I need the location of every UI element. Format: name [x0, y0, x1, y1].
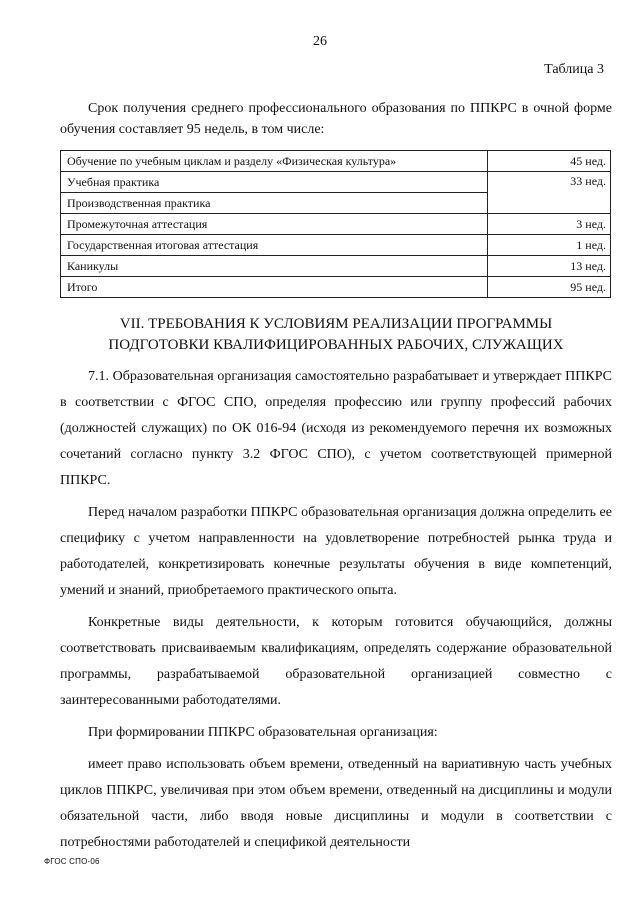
table-cell-value: 1 нед. — [488, 235, 611, 256]
body-text — [60, 364, 612, 862]
paragraph: Конкретные виды деятельности, к которым готовится обучающийся, должны соответствовать присваиваемым квалификациям, определять содержание образовательной программы, разрабатываемой образовательной организацией совместно с заинтересованными работодателями. — [60, 615, 612, 708]
table-row — [61, 172, 611, 193]
table-cell-label: Промежуточная аттестация — [61, 214, 488, 235]
section-heading — [60, 314, 612, 356]
intro-paragraph: Срок получения среднего профессионального образования по ППКРС в очной форме обучения составляет 95 недель, в том числе: — [60, 101, 612, 137]
table-row — [61, 214, 611, 235]
table-row — [61, 277, 611, 298]
table-cell-value: 3 нед. — [488, 214, 611, 235]
paragraph: При формировании ППКРС образовательная организация: — [88, 725, 438, 740]
section-heading-line: ПОДГОТОВКИ КВАЛИФИЦИРОВАННЫХ РАБОЧИХ, СЛУЖАЩИХ — [108, 337, 564, 353]
table-cell-value: 95 нед. — [488, 277, 611, 298]
table-row — [61, 151, 611, 172]
table-row — [61, 235, 611, 256]
table-cell-value: 33 нед. — [488, 172, 611, 214]
section-heading-line: VII. ТРЕБОВАНИЯ К УСЛОВИЯМ РЕАЛИЗАЦИИ ПРОГРАММЫ — [119, 316, 553, 332]
table-cell-value: 13 нед. — [488, 256, 611, 277]
table-cell-label: Производственная практика — [61, 193, 488, 214]
table-row — [61, 256, 611, 277]
paragraph: 7.1. Образовательная организация самостоятельно разрабатывает и утверждает ППКРС в соответствии с ФГОС СПО, определяя профессию или группу профессий рабочих (должностей служащих) по ОК 016-94 (исходя из рекомендуемого перечня их возможных сочетаний согласно пункту 3.2 ФГОС СПО), с учетом соответствующей примерной ППКРС. — [60, 369, 612, 488]
paragraph: имеет право использовать объем времени, отведенный на вариативную часть учебных циклов ППКРС, увеличивая при этом объем времени, отведенный на дисциплины и модули обязательной части, либо вводя новые дисциплины и модули в соответствии с потребностями работодателей и спецификой деятельности — [60, 757, 612, 850]
table-caption: Таблица 3 — [544, 62, 604, 77]
study-weeks-table — [60, 150, 611, 298]
table-cell-label: Итого — [61, 277, 488, 298]
table-cell-label: Государственная итоговая аттестация — [61, 235, 488, 256]
footer-code: ФГОС СПО-06 — [44, 857, 100, 866]
page-number: 26 — [313, 34, 327, 49]
table-cell-label: Каникулы — [61, 256, 488, 277]
table-cell-label: Обучение по учебным циклам и разделу «Физическая культура» — [61, 151, 488, 172]
table-cell-label: Учебная практика — [61, 172, 488, 193]
paragraph: Перед началом разработки ППКРС образовательная организация должна определить ее специфику с учетом направленности на удовлетворение потребностей рынка труда и работодателей, конкретизировать конечные результаты обучения в виде компетенций, умений и знаний, приобретаемого практического опыта. — [60, 505, 612, 598]
table-cell-value: 45 нед. — [488, 151, 611, 172]
